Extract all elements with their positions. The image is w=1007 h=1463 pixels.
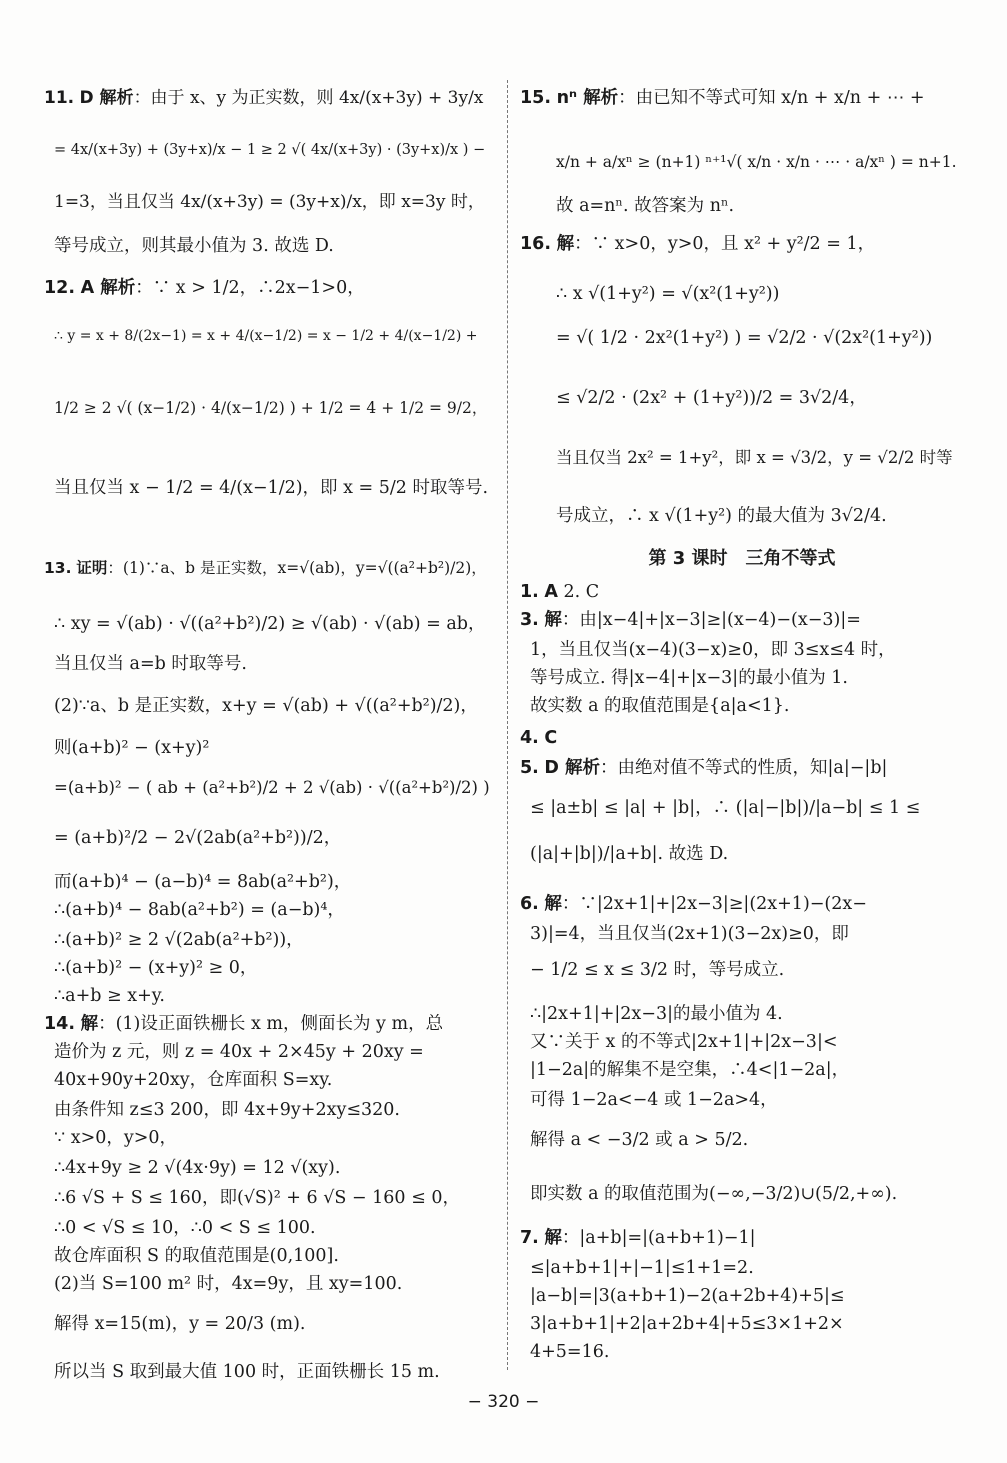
line-text: 4+5=16.	[530, 1342, 610, 1362]
text-line	[44, 1012, 443, 1038]
text-line	[530, 694, 789, 720]
text-line	[530, 638, 896, 664]
text-line	[530, 922, 849, 948]
text-line	[530, 796, 920, 822]
line-text: 当且仅当 a=b 时取等号.	[54, 654, 247, 674]
answer-label: nⁿ 解析	[556, 88, 619, 108]
line-text: 故 a=nⁿ. 故答案为 nⁿ.	[556, 196, 735, 216]
text-line	[530, 1128, 748, 1154]
text-line	[54, 928, 304, 954]
text-line	[54, 1040, 424, 1066]
section-heading: 第 3 课时 三角不等式	[648, 548, 836, 569]
line-text: 故仓库面积 S 的取值范围是(0,100].	[54, 1246, 339, 1266]
line-text: 号成立，∴ x √(1+y²) 的最大值为 3√2/4.	[556, 506, 887, 526]
text-line	[54, 776, 490, 802]
text-line	[556, 386, 867, 412]
line-text: 又∵关于 x 的不等式|2x+1|+|2x−3|<	[530, 1032, 838, 1052]
line-text: ∴ xy = √(ab) · √((a²+b²)/2) ≥ √(ab) · √(ab) = ab，	[54, 614, 486, 634]
text-line	[54, 1068, 332, 1094]
line-text: ∴4x+9y ≥ 2 √(4x·9y) = 12 √(xy).	[54, 1158, 341, 1178]
line-text: ∴a+b ≥ x+y.	[54, 986, 165, 1006]
text-line	[520, 756, 887, 782]
line-text: 1/2 ≥ 2 √( (x−1/2) · 4/(x−1/2) ) + 1/2 = 4 + 1/2 = 9/2，	[54, 399, 488, 417]
problem-number: 6.	[520, 894, 539, 914]
problem-number: 14.	[44, 1014, 76, 1034]
answer-label: D 解析	[544, 758, 601, 778]
line-text: = 4x/(x+3y) + (3y+x)/x − 1 ≥ 2 √( 4x/(x+3y) · (3y+x)/x ) −	[54, 142, 486, 158]
text-line	[530, 1002, 783, 1028]
text-line	[54, 898, 345, 924]
line-text: 造价为 z 元，则 z = 40x + 2×45y + 20xy =	[54, 1042, 424, 1062]
answer-label: 证明	[76, 559, 108, 577]
column-divider	[507, 80, 508, 1370]
line-text: ：|a+b|=|(a+b+1)−1|	[561, 1228, 756, 1248]
text-line	[530, 842, 728, 868]
line-text: 则(a+b)² − (x+y)²	[54, 738, 210, 758]
text-line	[44, 276, 365, 302]
line-text: x/n + a/xⁿ ≥ (n+1) ⁿ⁺¹√( x/n · x/n · ⋯ · a/xⁿ ) = n+1.	[556, 153, 957, 171]
text-line	[530, 958, 784, 984]
line-text: = (a+b)²/2 − 2√(2ab(a²+b²))/2，	[54, 828, 342, 848]
answer-label: 解	[80, 1014, 99, 1034]
text-line	[556, 326, 932, 352]
line-text: 由条件知 z≤3 200，即 4x+9y+2xy≤320.	[54, 1100, 400, 1120]
line-text: 故实数 a 的取值范围是{a|a<1}.	[530, 696, 790, 716]
answer-label: A 解析	[80, 278, 136, 298]
problem-number: 15.	[520, 88, 552, 108]
text-line	[44, 86, 483, 112]
text-line	[54, 984, 165, 1010]
text-line	[530, 1088, 778, 1114]
text-line	[530, 1058, 849, 1084]
line-text: ∴0 < √S ≤ 10，∴0 < S ≤ 100.	[54, 1218, 316, 1238]
problem-number: 3.	[520, 610, 539, 630]
text-line	[54, 234, 334, 260]
text-line	[54, 1272, 402, 1298]
line-text: |1−2a|的解集不是空集，∴4<|1−2a|，	[530, 1060, 850, 1080]
text-line	[530, 1256, 754, 1282]
answer-label: D 解析	[79, 88, 134, 108]
line-text: 2. C	[557, 582, 600, 602]
text-line	[530, 666, 848, 692]
text-line	[54, 956, 257, 982]
problem-number: 4.	[520, 728, 539, 748]
text-line	[530, 1182, 897, 1208]
line-text: ∴ x √(1+y²) = √(x²(1+y²))	[556, 284, 780, 304]
line-text: ∴(a+b)² − (x+y)² ≥ 0，	[54, 958, 258, 978]
problem-number: 5.	[520, 758, 539, 778]
problem-number: 7.	[520, 1228, 539, 1248]
line-text: (|a|+|b|)/|a+b|. 故选 D.	[530, 844, 729, 864]
text-line	[54, 612, 485, 638]
answer-label: 解	[544, 894, 562, 914]
line-text: ：∵ x > 1/2，∴2x−1>0，	[135, 278, 365, 298]
text-line	[556, 194, 734, 220]
line-text: |a−b|=|3(a+b+1)−2(a+2b+4)+5|≤	[530, 1286, 845, 1306]
line-text: ：∵ x>0，y>0，且 x² + y²/2 = 1，	[574, 234, 876, 254]
line-text: ∵ x>0，y>0，	[54, 1128, 178, 1148]
text-line	[556, 446, 953, 472]
problem-number: 13.	[44, 559, 72, 577]
line-text: 所以当 S 取到最大值 100 时，正面铁栅长 15 m.	[54, 1362, 440, 1382]
text-line	[520, 1226, 756, 1252]
problem-number: 16.	[520, 234, 552, 254]
text-line	[54, 736, 209, 762]
text-line	[530, 1312, 844, 1338]
line-text: ∴(a+b)² ≥ 2 √(2ab(a²+b²))，	[54, 930, 304, 950]
text-line	[54, 1126, 177, 1152]
line-text: ∴|2x+1|+|2x−3|的最小值为 4.	[530, 1004, 783, 1024]
text-line	[54, 870, 351, 896]
page-number: − 320 −	[467, 1392, 540, 1412]
line-text: ∴(a+b)⁴ − 8ab(a²+b²) = (a−b)⁴，	[54, 900, 345, 920]
line-text: ：由于 x、y 为正实数，则 4x/(x+3y) + 3y/x	[133, 88, 484, 108]
line-text: 而(a+b)⁴ − (a−b)⁴ = 8ab(a²+b²)，	[54, 872, 352, 892]
line-text: ∴6 √S + S ≤ 160，即(√S)² + 6 √S − 160 ≤ 0，	[54, 1188, 460, 1208]
line-text: 3)|=4，当且仅当(2x+1)(3−2x)≥0，即	[530, 924, 849, 944]
text-line	[520, 726, 557, 752]
text-line	[54, 694, 478, 720]
text-line	[520, 892, 867, 918]
line-text: ：(1)∵a、b 是正实数，x=√(ab)，y=√((a²+b²)/2)，	[107, 559, 487, 577]
line-text: 等号成立，则其最小值为 3. 故选 D.	[54, 236, 334, 256]
text-line	[556, 150, 957, 176]
answer-label: 解	[544, 610, 562, 630]
line-text: 当且仅当 2x² = 1+y²，即 x = √3/2，y = √2/2 时等	[556, 448, 953, 467]
text-line	[54, 1098, 400, 1124]
answer-label: 解	[544, 1228, 562, 1248]
text-line	[54, 190, 485, 216]
text-line	[54, 652, 247, 678]
text-line	[54, 1360, 440, 1386]
text-line	[54, 324, 477, 350]
text-line	[54, 1312, 305, 1338]
text-line	[530, 1284, 845, 1310]
line-text: (2)∵a、b 是正实数，x+y = √(ab) + √((a²+b²)/2)，	[54, 696, 478, 716]
line-text: 1=3，当且仅当 4x/(x+3y) = (3y+x)/x，即 x=3y 时，	[54, 192, 485, 212]
text-line	[54, 138, 485, 164]
line-text: 解得 x=15(m)，y = 20/3 (m).	[54, 1314, 306, 1334]
text-line	[520, 232, 875, 258]
text-line	[54, 1216, 316, 1242]
text-line	[530, 1030, 838, 1056]
text-line	[520, 608, 861, 634]
line-text: (2)当 S=100 m² 时，4x=9y，且 xy=100.	[54, 1274, 403, 1294]
line-text: 即实数 a 的取值范围为(−∞,−3/2)∪(5/2,+∞).	[530, 1184, 898, 1204]
text-line	[44, 556, 487, 582]
answer-label: 解	[556, 234, 575, 254]
line-text: 当且仅当 x − 1/2 = 4/(x−1/2)，即 x = 5/2 时取等号.	[54, 478, 489, 498]
problem-number: 12.	[44, 278, 76, 298]
problem-number: 1.	[520, 582, 539, 602]
line-text: ≤|a+b+1|+|−1|≤1+1=2.	[530, 1258, 754, 1278]
line-text: ：由已知不等式可知 x/n + x/n + ⋯ +	[618, 88, 925, 108]
line-text: 可得 1−2a<−4 或 1−2a>4，	[530, 1090, 778, 1110]
answer-label: C	[544, 728, 558, 748]
problem-number: 11.	[44, 88, 75, 108]
line-text: 3|a+b+1|+2|a+2b+4|+5≤3×1+2×	[530, 1314, 844, 1334]
line-text: 解得 a < −3/2 或 a > 5/2.	[530, 1130, 749, 1150]
text-line	[556, 504, 887, 530]
line-text: ≤ √2/2 · (2x² + (1+y²))/2 = 3√2/4，	[556, 388, 867, 408]
line-text: ≤ |a±b| ≤ |a| + |b|，∴ (|a|−|b|)/|a−b| ≤ 1 ≤	[530, 798, 921, 818]
line-text: ：(1)设正面铁栅长 x m，侧面长为 y m，总	[98, 1014, 444, 1034]
line-text: ：由绝对值不等式的性质，知|a|−|b|	[600, 758, 888, 778]
text-line	[530, 1340, 609, 1366]
text-line	[556, 282, 779, 308]
line-text: ∴ y = x + 8/(2x−1) = x + 4/(x−1/2) = x − 1/2 + 4/(x−1/2) +	[54, 328, 478, 344]
line-text: ：由|x−4|+|x−3|≥|(x−4)−(x−3)|=	[561, 610, 861, 630]
line-text: 40x+90y+20xy，仓库面积 S=xy.	[54, 1070, 333, 1090]
line-text: ：∵|2x+1|+|2x−3|≥|(2x+1)−(2x−	[561, 894, 867, 914]
line-text: 1，当且仅当(x−4)(3−x)≥0，即 3≤x≤4 时，	[530, 640, 896, 660]
text-line	[520, 86, 925, 112]
text-line	[54, 1186, 460, 1212]
line-text: = √( 1/2 · 2x²(1+y²) ) = √2/2 · √(2x²(1+y²))	[556, 328, 933, 348]
text-line	[54, 826, 341, 852]
text-line	[54, 476, 488, 502]
text-line	[54, 1156, 340, 1182]
line-text: − 1/2 ≤ x ≤ 3/2 时，等号成立.	[530, 960, 785, 980]
answer-label: A	[544, 582, 558, 602]
text-line	[54, 396, 487, 422]
text-line	[520, 580, 599, 606]
line-text: 等号成立. 得|x−4|+|x−3|的最小值为 1.	[530, 668, 848, 688]
text-line	[54, 1244, 339, 1270]
line-text: =(a+b)² − ( ab + (a²+b²)/2 + 2 √(ab) · √((a²+b²)/2) )	[54, 778, 490, 797]
